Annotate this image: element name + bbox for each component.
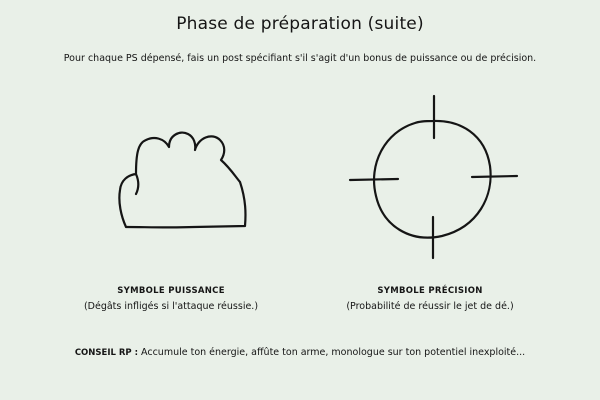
page-title: Phase de préparation (suite) (176, 14, 424, 34)
rp-tip (0, 347, 600, 358)
power-symbol-name: SYMBOLE PUISSANCE (117, 286, 225, 296)
precision-symbol-description: (Probabilité de réussir le jet de dé.) (346, 301, 514, 312)
power-symbol-description: (Dégâts infligés si l'attaque réussie.) (83, 301, 259, 312)
fist-icon (108, 118, 258, 238)
intro-text: Pour chaque PS dépensé, fais un post spécifiant s'il s'agit d'un bonus de puissance ou de précision. (63, 53, 537, 64)
precision-symbol-name: SYMBOLE PRÉCISION (377, 286, 483, 296)
power-caption (51, 286, 291, 312)
rp-tip-label: CONSEIL RP : (74, 348, 138, 358)
precision-caption (310, 286, 550, 312)
crosshair-icon (340, 92, 520, 262)
rp-tip-text: Accumule ton énergie, affûte ton arme, monologue sur ton potentiel inexploité... (138, 347, 526, 358)
